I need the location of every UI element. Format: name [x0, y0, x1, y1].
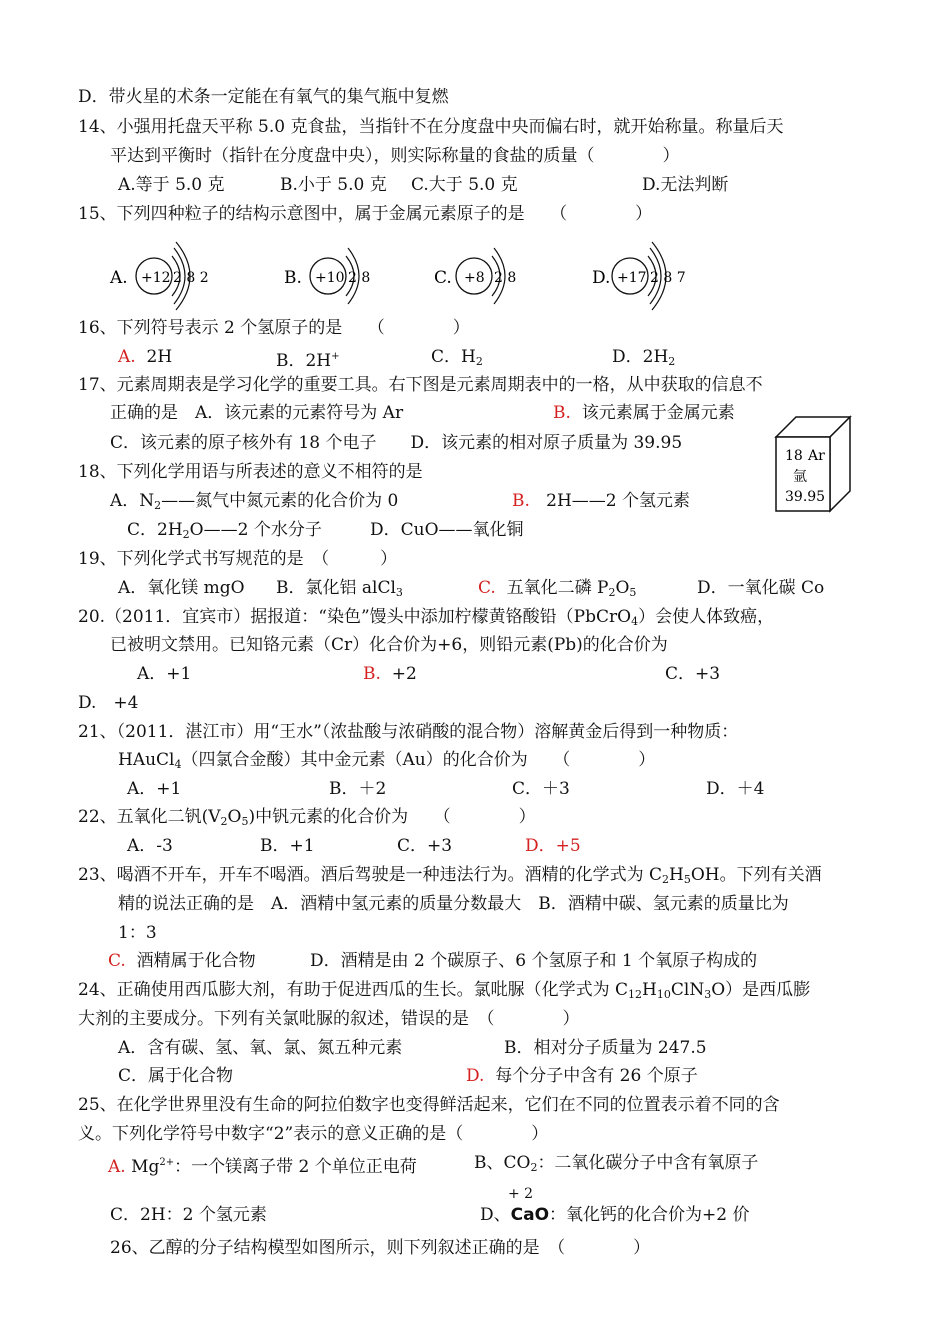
q22-option-a: A．-3 — [127, 836, 173, 856]
q25-stem-line1: 25、在化学世界里没有生命的阿拉伯数字也变得鲜活起来，它们在不同的位置表示着不同的含 — [78, 1095, 780, 1115]
atom-diagram-a — [108, 236, 228, 316]
q16-option-a: A. 2H — [118, 347, 173, 367]
q21-option-c: C．＋3 — [512, 779, 570, 799]
q23-option-c: C. 酒精属于化合物 — [108, 951, 256, 971]
q19-answer-letter: C. — [478, 578, 496, 598]
q19-option-c: C. 五氧化二磷 $P_2O_5$ — [478, 578, 637, 599]
atom-a-shells: 2 8 2 — [173, 270, 209, 286]
q18-option-c: C．$2H_2O——2$ 个水分子 — [127, 520, 322, 541]
atom-b-nucleus-charge: +10 — [315, 270, 345, 286]
q14-stem-line1: 14、小强用托盘天平称 5.0 克食盐，当指针不在分度盘中央而偏右时，就开始称量。称量后天 — [78, 117, 784, 137]
q19-stem: 19、下列化学式书写规范的是 （ ） — [78, 549, 398, 569]
q23-stem-line1: 23、喝酒不开车，开车不喝酒。酒后驾驶是一种违法行为。酒精的化学式为 $C_2H_5OH$。下列有关酒 — [78, 865, 822, 886]
atom-a-nucleus-charge: +12 — [141, 270, 171, 286]
atom-a-label: A. — [110, 268, 128, 288]
q25-stem-line2: 义。下列化学符号中数字“2”表示的意义正确的是（ ） — [78, 1124, 549, 1144]
q20-option-d: D. +4 — [78, 693, 139, 713]
atom-d-shells: 2 8 7 — [650, 270, 686, 286]
q20-answer-letter: B. — [363, 664, 381, 684]
q23-stem-line2: 精的说法正确的是 A．酒精中氢元素的质量分数最大 B．酒精中碳、氢元素的质量比为 — [118, 894, 789, 914]
q24-answer-letter: D. — [466, 1066, 485, 1086]
q16-option-c: C．$H_2$ — [431, 347, 483, 368]
q19-option-b: B．氯化铝 alCl$_3$ — [276, 578, 403, 599]
q20-stem-line2: 已被明文禁用。已知铬元素（Cr）化合价为+6，则铅元素(Pb)的化合价为 — [110, 635, 668, 655]
q20-option-c: C．+3 — [665, 664, 721, 684]
q22-option-b: B．+1 — [260, 836, 315, 856]
element-symbol: Ar — [808, 448, 825, 464]
q26-stem: 26、乙醇的分子结构模型如图所示，则下列叙述正确的是 （ ） — [110, 1238, 651, 1258]
q19-option-a: A．氧化镁 mgO — [118, 578, 245, 598]
q22-option-d-answer: D．+5 — [525, 836, 581, 856]
q15-stem: 15、下列四种粒子的结构示意图中，属于金属元素原子的是 （ ） — [78, 204, 653, 224]
element-name: 氩 — [793, 469, 807, 485]
q16-stem: 16、下列符号表示 2 个氢原子的是 （ ） — [78, 318, 470, 338]
q18-option-a: A．$N_2——$氮气中氮元素的化合价为 0 — [110, 491, 399, 512]
q21-stem-line2: HAuCl$_4$（四氯合金酸）其中金元素（Au）的化合价为 （ ） — [118, 750, 656, 771]
q25-option-d: D、CaO：氧化钙的化合价为+2 价 — [480, 1205, 750, 1225]
q24-option-d: D. 每个分子中含有 26 个原子 — [466, 1066, 698, 1086]
q14-option-c: C.大于 5.0 克 — [411, 175, 518, 195]
q16-answer-letter: A. — [118, 347, 136, 367]
q25-answer-letter: A. — [108, 1157, 126, 1177]
q14-stem-line2: 平达到平衡时（指针在分度盘中央），则实际称量的食盐的质量（ ） — [110, 146, 680, 166]
q24-stem-line1: 24、正确使用西瓜膨大剂，有助于促进西瓜的生长。氯吡脲（化学式为 $C_{12}H_{10}ClN_3O$）是西瓜膨 — [78, 980, 811, 1001]
q23-stem-line3: 1：3 — [118, 923, 157, 943]
q18-option-d: D．CuO——氧化铜 — [370, 520, 524, 540]
q25-option-b: B、$CO_2$：二氧化碳分子中含有氧原子 — [474, 1153, 759, 1174]
q23-option-d: D．酒精是由 2 个碳原子、6 个氢原子和 1 个氧原子构成的 — [310, 951, 758, 971]
atom-b-label: B. — [284, 268, 302, 288]
q21-stem-line1: 21、（2011．湛江市）用“王水”（浓盐酸与浓硝酸的混合物）溶解黄金后得到一种物质： — [78, 722, 739, 742]
q21-option-d: D．＋4 — [706, 779, 765, 799]
q16-option-d: D．$2H_2$ — [612, 347, 676, 368]
element-mass: 39.95 — [785, 489, 826, 505]
q22-stem: 22、五氧化二钒$(V_2O_5)$中钒元素的化合价为 （ ） — [78, 807, 536, 828]
atom-diagram-d — [590, 236, 710, 316]
q17-answer-letter: B. — [553, 403, 571, 423]
q21-option-b: B．＋2 — [329, 779, 387, 799]
atom-c-shells: 2 8 — [494, 270, 517, 286]
q16-option-b: B．2H+ — [276, 351, 340, 371]
atom-c-label: C. — [434, 268, 452, 288]
q19-option-d: D．一氧化碳 Co — [697, 578, 825, 598]
q22-option-c: C．+3 — [397, 836, 453, 856]
q20-option-b: B. +2 — [363, 664, 417, 684]
q25-option-a: A. $Mg^{2+}$：一个镁离子带 2 个单位正电荷 — [108, 1157, 417, 1177]
option-13-d: D．带火星的术条一定能在有氧气的集气瓶中复燃 — [78, 87, 449, 107]
q24-option-b: B．相对分子质量为 247.5 — [504, 1038, 707, 1058]
q23-answer-letter: C. — [108, 951, 126, 971]
periodic-table-cell — [774, 413, 854, 513]
atom-c-nucleus-charge: +8 — [464, 270, 485, 286]
q24-option-a: A．含有碳、氢、氧、氯、氮五种元素 — [118, 1038, 403, 1058]
q25-option-c: C．2H：2 个氢元素 — [110, 1205, 267, 1225]
q17-stem-line2: 正确的是 A．该元素的元素符号为 Ar — [110, 403, 404, 423]
q20-option-a: A．+1 — [137, 664, 192, 684]
atom-d-nucleus-charge: +17 — [617, 270, 647, 286]
q17-option-b: B. 该元素属于金属元素 — [553, 403, 735, 423]
element-number: 18 — [785, 448, 803, 464]
q14-option-a: A.等于 5.0 克 — [118, 175, 225, 195]
q18-stem: 18、下列化学用语与所表述的意义不相符的是 — [78, 462, 423, 482]
q25-valence-mark: + 2 — [508, 1186, 534, 1202]
q18-option-b: B. 2H——2 个氢元素 — [512, 491, 690, 511]
q20-stem-line1: 20.（2011．宜宾市）据报道：“染色”馒头中添加柠檬黄铬酸铅（PbCrO$_4$）会使人体致癌， — [78, 607, 775, 628]
q17-stem-line1: 17、元素周期表是学习化学的重要工具。右下图是元素周期表中的一格，从中获取的信息不 — [78, 375, 763, 395]
q14-option-d: D.无法判断 — [642, 175, 729, 195]
q21-option-a: A．+1 — [127, 779, 182, 799]
q17-options-c-d: C．该元素的原子核外有 18 个电子 D．该元素的相对原子质量为 39.95 — [110, 433, 683, 453]
atom-diagram-b — [282, 236, 392, 316]
q24-stem-line2: 大剂的主要成分。下列有关氯吡脲的叙述，错误的是 （ ） — [78, 1009, 580, 1029]
atom-d-label: D. — [592, 268, 611, 288]
atom-diagram-c — [432, 236, 542, 316]
q24-option-c: C．属于化合物 — [118, 1066, 234, 1086]
atom-b-shells: 2 8 — [348, 270, 371, 286]
q14-option-b: B.小于 5.0 克 — [280, 175, 387, 195]
q18-answer-letter: B. — [512, 491, 530, 511]
